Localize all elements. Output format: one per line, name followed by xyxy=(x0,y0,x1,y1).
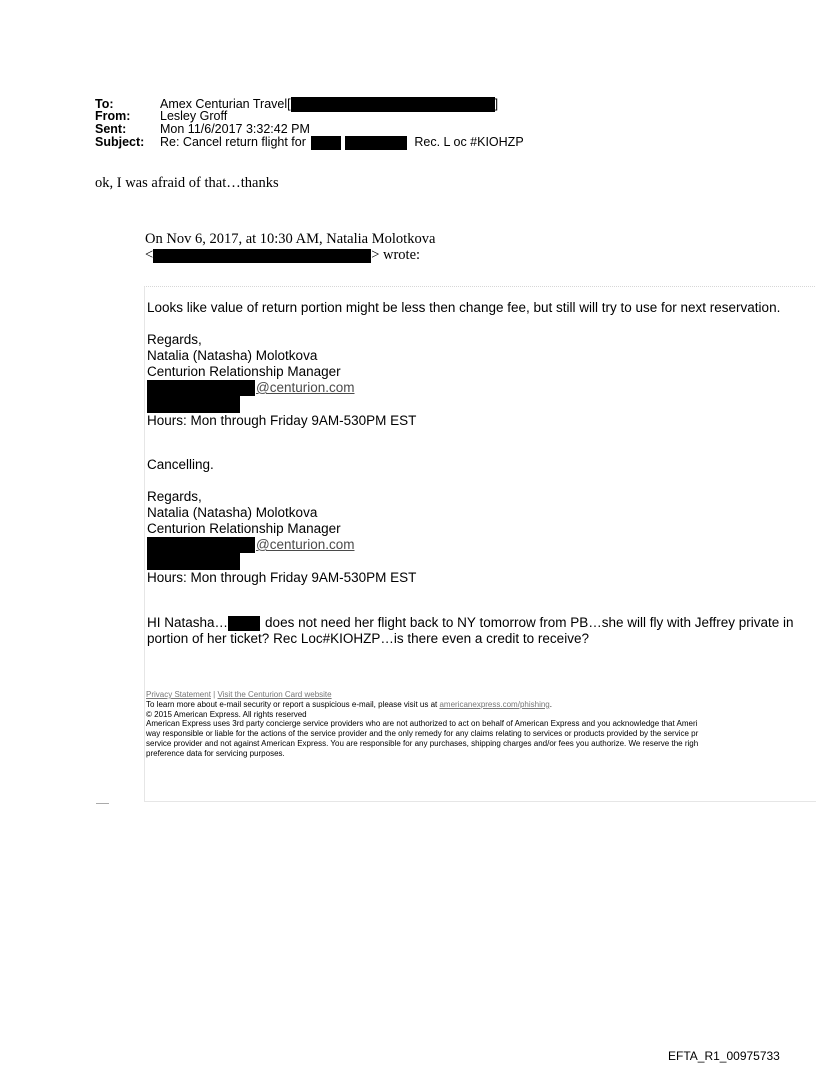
email-header xyxy=(95,97,524,149)
centurion-website-link[interactable]: Visit the Centurion Card website xyxy=(217,690,332,699)
reply-text: ok, I was afraid of that…thanks xyxy=(95,175,279,191)
message1-hours: Hours: Mon through Friday 9AM-530PM EST xyxy=(147,413,417,428)
message2-hours: Hours: Mon through Friday 9AM-530PM EST xyxy=(147,570,417,585)
subject-suffix: Rec. L oc #KIOHZP xyxy=(414,135,524,150)
footer-disclaimer-1: American Express uses 3rd party concierge service providers who are not authorized to act on behalf of American Express and you acknowledge that Ameri xyxy=(146,719,698,729)
quote-open-angle: < xyxy=(145,247,154,263)
to-bracket-close: ] xyxy=(494,96,499,111)
message3-line1 xyxy=(147,615,794,631)
quote-header xyxy=(145,231,435,263)
quote-wrote: > wrote: xyxy=(371,247,421,263)
redaction-bar xyxy=(311,136,341,150)
redaction-bar xyxy=(147,380,255,396)
document-stamp: EFTA_R1_00975733 xyxy=(668,1049,780,1063)
subject-label: Subject: xyxy=(95,135,145,150)
email-footer xyxy=(146,690,698,759)
message2-text: Cancelling. xyxy=(147,457,214,472)
page-mark xyxy=(96,803,109,804)
phishing-link[interactable]: americanexpress.com/phishing xyxy=(439,699,550,709)
message1-email-link[interactable]: @centurion.com xyxy=(256,380,355,395)
quote-line-2 xyxy=(145,247,435,263)
message1-text: Looks like value of return portion might be less then change fee, but still will try to use for next reservation. xyxy=(147,300,781,315)
message2-name: Natalia (Natasha) Molotkova xyxy=(147,505,318,520)
redaction-bar xyxy=(228,616,260,631)
message1-regards: Regards, xyxy=(147,332,202,347)
to-bracket-open: [ xyxy=(287,96,291,111)
redaction-bar xyxy=(153,249,371,263)
redaction-bar xyxy=(147,537,255,553)
from-value: Lesley Groff xyxy=(160,109,228,123)
sent-label: Sent: xyxy=(95,122,127,136)
footer-links xyxy=(146,690,698,700)
footer-disclaimer-2: way responsible or liable for the actions of the service provider and the only remedy for any claims relating to services or products provided by the service pr xyxy=(146,729,699,739)
message3-prefix: HI Natasha… xyxy=(147,615,229,630)
message1-title: Centurion Relationship Manager xyxy=(147,364,341,379)
to-value: Amex Centurian Travel xyxy=(160,96,288,111)
sent-value: Mon 11/6/2017 3:32:42 PM xyxy=(160,122,310,136)
message3-line2: portion of her ticket? Rec Loc#KIOHZP…is there even a credit to receive? xyxy=(147,631,589,646)
redaction-bar xyxy=(345,136,407,150)
redaction-bar xyxy=(291,97,495,112)
message1-name: Natalia (Natasha) Molotkova xyxy=(147,348,318,363)
footer-separator: | xyxy=(210,690,218,699)
footer-security xyxy=(146,700,698,710)
redaction-bar xyxy=(147,553,240,570)
sent-row xyxy=(95,123,524,136)
message3-suffix: does not need her flight back to NY tomorrow from PB…she will fly with Jeffrey private in xyxy=(265,615,794,630)
message2-regards: Regards, xyxy=(147,489,202,504)
redaction-bar xyxy=(147,396,240,413)
footer-copyright: © 2015 American Express. All rights reserved xyxy=(146,709,307,719)
subject-row xyxy=(95,136,524,149)
privacy-statement-link[interactable]: Privacy Statement xyxy=(146,690,211,699)
security-prefix: To learn more about e-mail security or report a suspicious e-mail, please visit us at xyxy=(146,699,440,709)
message2-email-link[interactable]: @centurion.com xyxy=(256,537,355,552)
security-suffix: . xyxy=(549,699,552,709)
footer-disclaimer-4: preference data for servicing purposes. xyxy=(146,748,285,758)
to-label: To: xyxy=(95,96,114,111)
quote-line-1: On Nov 6, 2017, at 10:30 AM, Natalia Molotkova xyxy=(145,231,436,247)
footer-disclaimer-3: service provider and not against American Express. You are responsible for any purchases, shipping charges and/or fees you authorize. We reserve the righ xyxy=(146,738,699,748)
from-label: From: xyxy=(95,109,131,123)
subject-prefix: Re: Cancel return flight for xyxy=(160,135,306,150)
message2-title: Centurion Relationship Manager xyxy=(147,521,341,536)
